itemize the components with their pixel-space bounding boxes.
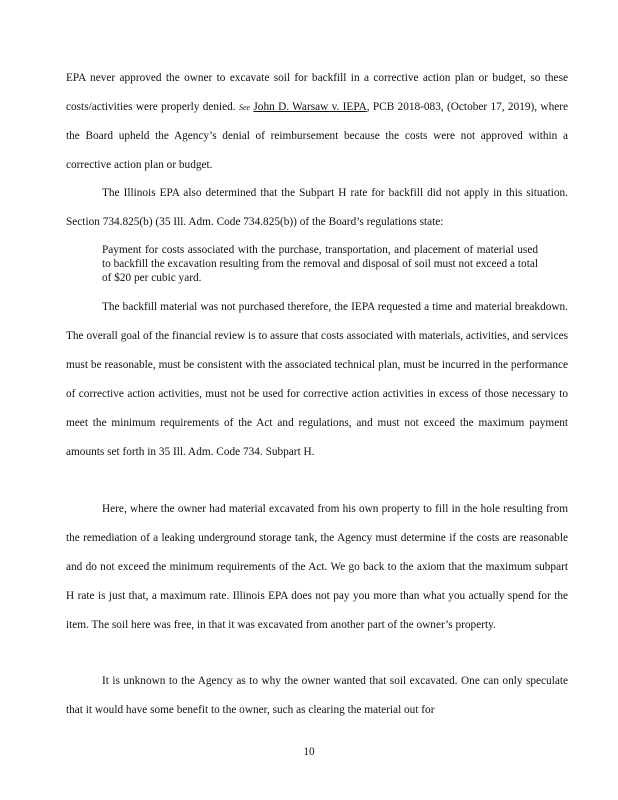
paragraph-4: Here, where the owner had material excavated from his own property to fill in the hole resulting from the remediation of a leaking underground storage tank, the Agency must determine if the costs are reasonable and do not exceed the minimum requirements of the Act. We go back to the axiom that the maximum subpart H rate is just that, a maximum rate. Illinois EPA does not pay you more than what you actually spend for the item. The soil here was free, in that it was excavated from another part of the owner’s property.: [66, 503, 568, 631]
page-number: 10: [303, 746, 315, 758]
paragraph-2: The Illinois EPA also determined that the Subpart H rate for backfill did not apply in this situation. Section 734.825(b) (35 Ill. Adm. Code 734.825(b)) of the Board’s regulations state:: [66, 187, 568, 228]
see-signal: See: [238, 103, 251, 112]
paragraph-1-text: EPA never approved the owner to excavate soil for backfill in a corrective action plan or budget, so these costs/activities were properly denied.: [66, 72, 568, 113]
paragraph-1: [66, 64, 568, 180]
paragraph-3: The backfill material was not purchased therefore, the IEPA requested a time and material breakdown. The overall goal of the financial review is to assure that costs associated with materials, activities, and services must be reasonable, must be consistent with the associated technical plan, must be incurred in the performance of corrective action activities, must not be used for corrective action activities in excess of those necessary to meet the minimum requirements of the Act and regulations, and must not exceed the maximum payment amounts set forth in 35 Ill. Adm. Code 734. Subpart H.: [66, 301, 568, 458]
paragraph-5: It is unknown to the Agency as to why the owner wanted that soil excavated. One can only speculate that it would have some benefit to the owner, such as clearing the material out for: [66, 675, 568, 716]
case-citation: John D. Warsaw v. IEPA: [253, 101, 367, 113]
paragraph-1-continuation: , PCB 2018-083, (October 17, 2019), where the Board upheld the Agency’s denial of reimbursement because the costs were not approved within a corrective action plan or budget.: [66, 101, 569, 171]
block-quote: Payment for costs associated with the purchase, transportation, and placement of material used to backfill the excavation resulting from the removal and disposal of soil must not exceed a total of $20 per cubic yard.: [102, 244, 538, 285]
